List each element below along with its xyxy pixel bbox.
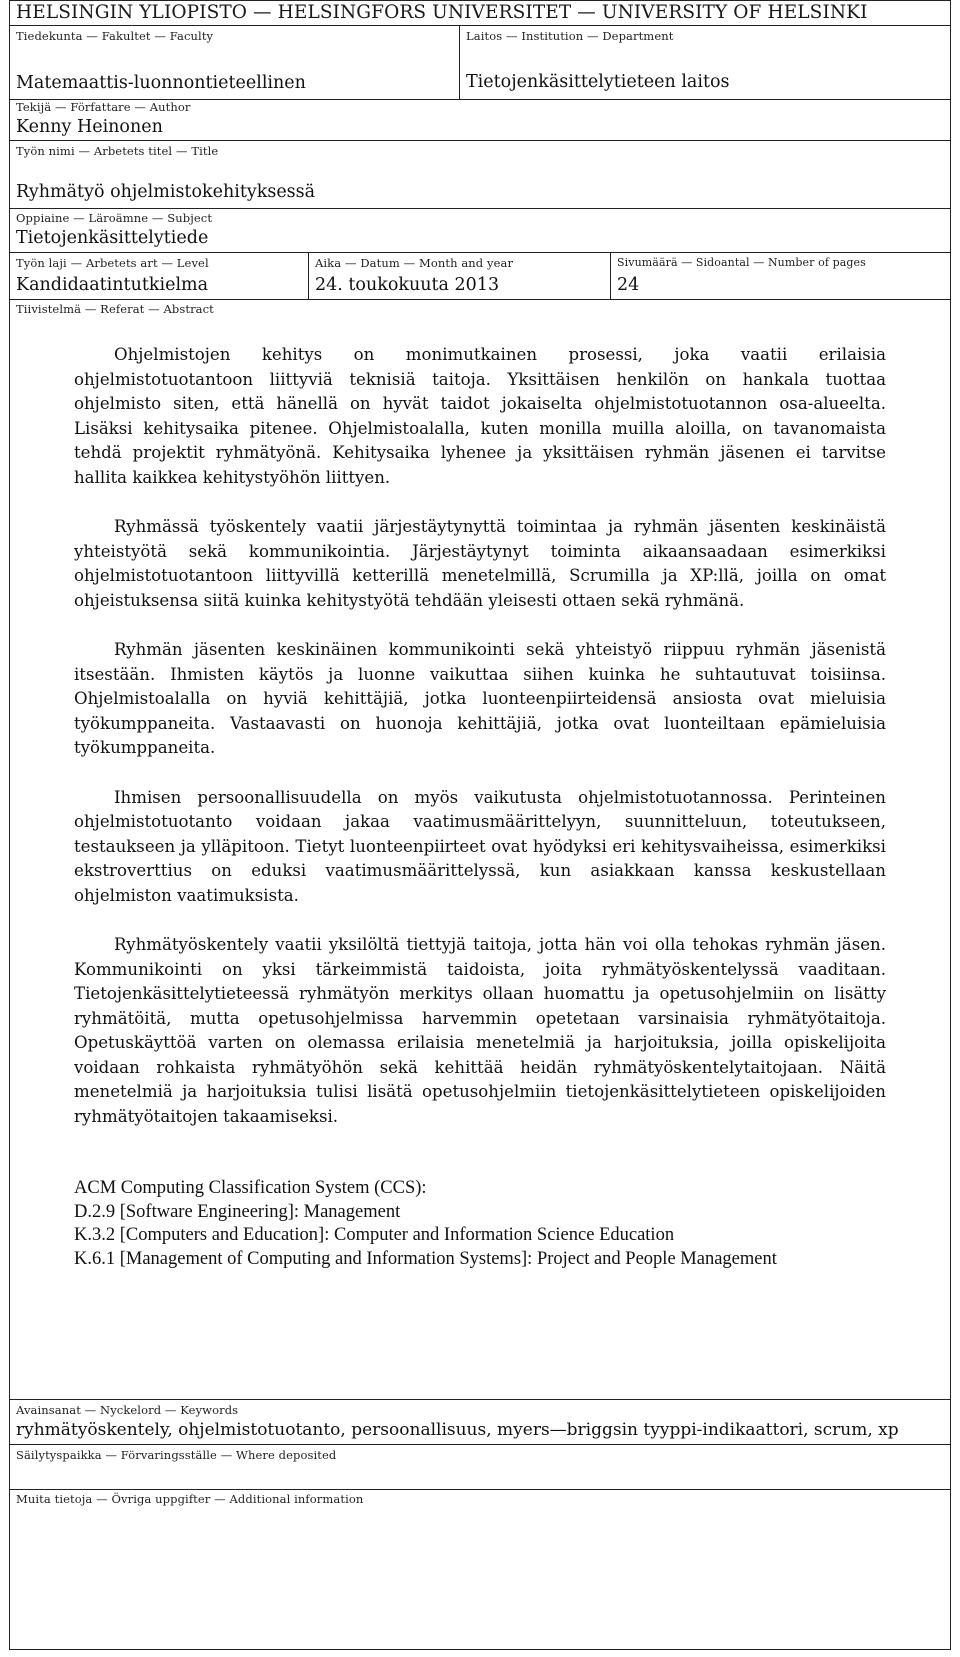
divider: [10, 208, 950, 209]
ccs-heading: ACM Computing Classification System (CCS):: [74, 1178, 427, 1198]
date-value: 24. toukokuuta 2013: [315, 275, 500, 295]
column-divider: [459, 25, 460, 99]
subject-value: Tietojenkäsittelytiede: [16, 228, 209, 248]
title-label: Työn nimi — Arbetets titel — Title: [16, 144, 219, 158]
abstract-paragraph: Ryhmätyöskentely vaatii yksilöltä tiettyjä taitoja, jotta hän voi olla tehokas ryhmän jäsen. Kommunikointi on yksi tärkeimmistä taidoista, joita ryhmätyöskentelyssä vaaditaan. Tietojenkäsittelytieteessä ryhmätyön merkitys ollaan huomattu ja opetusohjelmiin on lisätty ryhmätöitä, mutta opetusohjelmissa harvemmin opetetaan varsinaisia ryhmätyötaitoja. Opetuskäyttöä varten on olemassa erilaisia menetelmiä ja harjoituksia, joilla opiskelijoita voidaan rohkaista ryhmätyöhön sekä kehittää heidän ryhmätyöskentelytaitojaan. Näitä menetelmiä ja harjoituksia tulisi lisätä opetusohjelmiin tietojenkäsittelytieteen opiskelijoiden ryhmätyötaitojen takaamiseksi.: [74, 935, 886, 1126]
abstract-paragraph: Ryhmässä työskentely vaatii järjestäytynyttä toimintaa ja ryhmän jäsenten keskinäistä yhteistyötä sekä kommunikointia. Järjestäytynyt toiminta aikaansaadaan esimerkiksi ohjelmistotuotantoon liittyvillä ketterillä menetelmillä, Scrumilla ja XP:llä, joilla on omat ohjeistuksensa siitä kuinka kehitystyötä tehdään yleisesti ottaen sekä ryhmänä.: [74, 517, 886, 610]
faculty-label: Tiedekunta — Fakultet — Faculty: [16, 29, 214, 43]
ccs-block: [74, 1177, 777, 1271]
university-header: HELSINGIN YLIOPISTO — HELSINGFORS UNIVERSITET — UNIVERSITY OF HELSINKI: [16, 2, 868, 23]
abstract-label: Tiivistelmä — Referat — Abstract: [16, 302, 214, 316]
divider: [10, 1489, 950, 1490]
keywords-label: Avainsanat — Nyckelord — Keywords: [16, 1403, 239, 1417]
keywords-value: ryhmätyöskentely, ohjelmistotuotanto, persoonallisuus, myers—briggsin tyyppi-indikaattori, scrum, xp: [16, 1420, 899, 1440]
abstract-body: [74, 343, 886, 1154]
divider: [10, 1444, 950, 1445]
department-label: Laitos — Institution — Department: [466, 29, 674, 43]
subject-label: Oppiaine — Läroämne — Subject: [16, 211, 213, 225]
faculty-value: Matemaattis-luonnontieteellinen: [16, 73, 306, 93]
level-label: Työn laji — Arbetets art — Level: [16, 256, 209, 270]
divider: [10, 1399, 950, 1400]
pages-label: Sivumäärä — Sidoantal — Number of pages: [617, 256, 866, 269]
pages-value: 24: [617, 275, 640, 295]
column-divider: [610, 252, 611, 299]
divider: [10, 140, 950, 141]
author-label: Tekijä — Författare — Author: [16, 100, 191, 114]
department-value: Tietojenkäsittelytieteen laitos: [466, 72, 730, 92]
divider: [10, 252, 950, 253]
additional-label: Muita tietoja — Övriga uppgifter — Additional information: [16, 1492, 364, 1506]
ccs-item: K.6.1 [Management of Computing and Information Systems]: Project and People Management: [74, 1248, 777, 1269]
deposited-label: Säilytyspaikka — Förvaringsställe — Where deposited: [16, 1448, 337, 1462]
divider: [10, 25, 950, 26]
ccs-item: K.3.2 [Computers and Education]: Computer and Information Science Education: [74, 1225, 675, 1245]
level-value: Kandidaatintutkielma: [16, 275, 209, 295]
divider: [10, 299, 950, 300]
ccs-item: D.2.9 [Software Engineering]: Management: [74, 1201, 401, 1222]
thesis-title: Ryhmätyö ohjelmistokehityksessä: [16, 182, 316, 202]
author-value: Kenny Heinonen: [16, 117, 163, 137]
abstract-paragraph: Ihmisen persoonallisuudella on myös vaikutusta ohjelmistotuotannossa. Perinteinen ohjelmistotuotanto voidaan jakaa vaatimusmäärittelyyn, suunnitteluun, toteutukseen, testaukseen ja ylläpitoon. Tietyt luonteenpiirteet ovat hyödyksi eri kehitysvaiheissa, esimerkiksi ekstroverttius on eduksi vaatimusmäärittelyssä, kun asiakkaan kanssa keskustellaan ohjelmiston vaatimuksista.: [74, 787, 886, 905]
form-frame: [9, 0, 951, 1650]
abstract-paragraph: Ohjelmistojen kehitys on monimutkainen prosessi, joka vaatii erilaisia ohjelmistotuotantoon liittyviä teknisiä taitoja. Yksittäisen henkilön on hankala tuottaa ohjelmisto siten, että hänellä on hyvät taidot jokaiselta ohjelmistotuotannon osa-alueelta. Lisäksi kehitysaika pitenee. Ohjelmistoalalla, kuten monilla muilla aloilla, on tavanomaista tehdä projektit ryhmätyönä. Kehitysaika lyhenee ja yksittäisen ryhmän jäsenen ei tarvitse hallita kaikkea kehitystyöhön liittyen.: [74, 345, 886, 487]
abstract-paragraph: Ryhmän jäsenten keskinäinen kommunikointi sekä yhteistyö riippuu ryhmän jäsenistä itsestään. Ihmisten käytös ja luonne vaikuttaa siihen kuinka he suhtautuvat toisiinsa. Ohjelmistoalalla on hyviä kehittäjiä, jotka luonteenpiirteidensä ansiosta ovat mieluisia työkumppaneita. Vastaavasti on huonoja kehittäjiä, jotka ovat luonteiltaan epämieluisia työkumppaneita.: [74, 640, 886, 757]
column-divider: [308, 252, 309, 299]
date-label: Aika — Datum — Month and year: [315, 256, 514, 270]
